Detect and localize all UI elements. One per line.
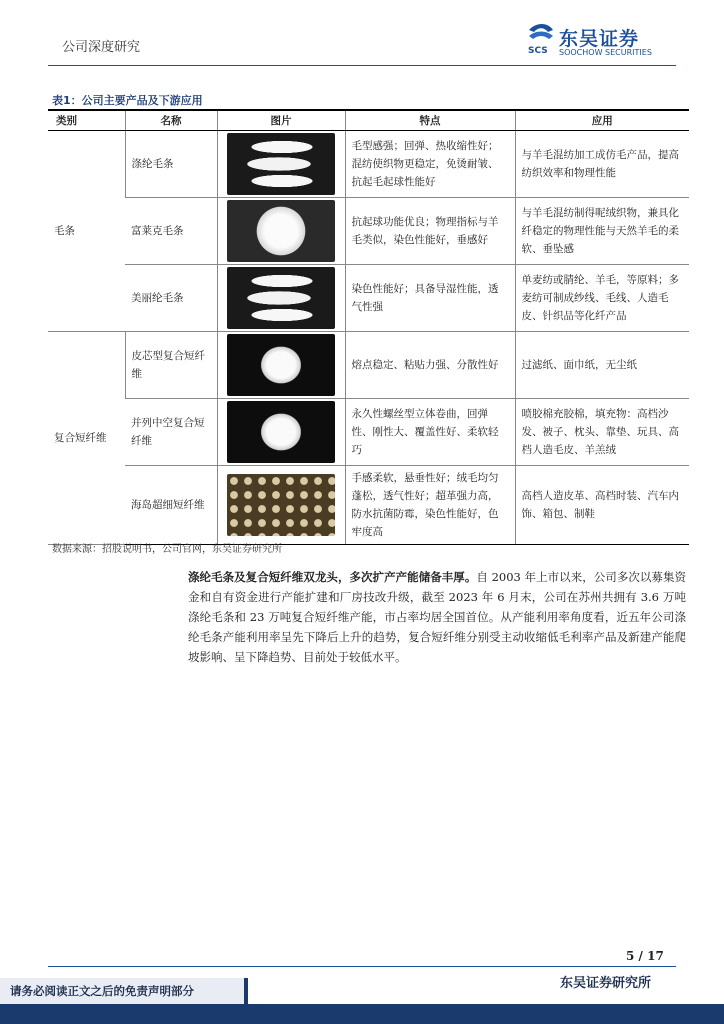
product-feature: 毛型感强；回弹、热收缩性好；混纺使织物更稳定，免烫耐皱、抗起毛起球性能好 xyxy=(345,131,515,198)
meililun-tops-photo xyxy=(227,267,335,329)
table-header-row xyxy=(48,110,689,131)
col-header-name: 名称 xyxy=(125,110,217,131)
product-application: 单麦纺或腈纶、羊毛，等原料；多麦纺可制成纱线、毛线、人造毛皮、针织品等化纤产品 xyxy=(515,265,689,332)
product-application: 高档人造皮革、高档时装、汽车内饰、箱包、制鞋 xyxy=(515,466,689,545)
product-name: 富莱克毛条 xyxy=(125,198,217,265)
logo-chinese-name: 东吴证券 xyxy=(559,28,640,50)
product-name: 涤纶毛条 xyxy=(125,131,217,198)
table-row xyxy=(48,332,689,399)
product-name: 美丽纶毛条 xyxy=(125,265,217,332)
product-name: 皮芯型复合短纤维 xyxy=(125,332,217,399)
category-cell: 毛条 xyxy=(48,131,125,332)
footer-brand: 东吴证券研究所 xyxy=(560,976,652,991)
sheath-core-fiber-photo xyxy=(227,334,335,396)
products-table xyxy=(48,109,689,545)
product-name: 海岛超细短纤维 xyxy=(125,466,217,545)
disclaimer-banner: 请务必阅读正文之后的免责声明部分 xyxy=(0,978,248,1004)
hollow-fiber-photo xyxy=(227,401,335,463)
footer-bar xyxy=(0,1004,724,1024)
report-section-label: 公司深度研究 xyxy=(62,40,141,55)
sea-island-fiber-photo xyxy=(227,474,335,536)
col-header-feature: 特点 xyxy=(345,110,515,131)
col-header-category: 类别 xyxy=(48,110,125,131)
product-feature: 抗起球功能优良；物理指标与羊毛类似，染色性能好，垂感好 xyxy=(345,198,515,265)
fulaike-tops-photo xyxy=(227,200,335,262)
page-number: 5 / 17 xyxy=(626,949,664,963)
product-feature: 染色性能好；具备导湿性能，透气性强 xyxy=(345,265,515,332)
footer-divider xyxy=(48,966,676,967)
table-title: 表1：公司主要产品及下游应用 xyxy=(52,94,203,107)
body-paragraph xyxy=(188,567,686,667)
product-application: 过滤纸、面巾纸，无尘纸 xyxy=(515,332,689,399)
product-application: 喷胶棉充胶棉，填充物：高档沙发、被子、枕头、靠垫、玩具、高档人造毛皮、羊羔绒 xyxy=(515,399,689,466)
product-feature: 熔点稳定、粘贴力强、分散性好 xyxy=(345,332,515,399)
product-feature: 永久性螺丝型立体卷曲，回弹性、刚性大、覆盖性好、柔软轻巧 xyxy=(345,399,515,466)
category-cell: 复合短纤维 xyxy=(48,332,125,545)
paragraph-body: 自 2003 年上市以来，公司多次以募集资金和自有资金进行产能扩建和厂房技改升级，截至 2023 年 6 月末，公司在苏州共拥有 3.6 万吨涤纶毛条和 23 万吨复合短纤维产能，市占率均居全国首位。从产能利用率角度看，近五年公司涤纶毛条产能利用率呈先下降后上升的趋势，复合短纤维分别受主动收缩低毛利率产品及新建产能爬坡影响、呈下降趋势、目前处于较低水平。 xyxy=(188,570,687,664)
product-application: 与羊毛混纺加工成仿毛产品，提高纺织效率和物理性能 xyxy=(515,131,689,198)
col-header-image: 图片 xyxy=(217,110,345,131)
soochow-logo-icon xyxy=(526,22,556,56)
product-application: 与羊毛混纺制得呢绒织物，兼具化纤稳定的物理性能与天然羊毛的柔软、垂坠感 xyxy=(515,198,689,265)
logo-short-text: SCS xyxy=(528,46,548,56)
header-divider xyxy=(48,65,676,66)
product-name: 并列中空复合短纤维 xyxy=(125,399,217,466)
product-feature: 手感柔软，悬垂性好；绒毛均匀蓬松，透气性好；超革强力高，防水抗菌防霉，染色性能好，色牢度高 xyxy=(345,466,515,545)
table-row xyxy=(48,399,689,466)
table-row xyxy=(48,198,689,265)
logo-english-name: SOOCHOW SECURITIES xyxy=(559,48,652,57)
company-logo xyxy=(526,22,676,60)
table-row xyxy=(48,466,689,545)
table-row xyxy=(48,265,689,332)
paragraph-lead: 涤纶毛条及复合短纤维双龙头，多次扩产产能储备丰厚。 xyxy=(188,570,477,584)
col-header-application: 应用 xyxy=(515,110,689,131)
polyester-tops-photo xyxy=(227,133,335,195)
table-row xyxy=(48,131,689,198)
table-source: 数据来源：招股说明书，公司官网，东吴证券研究所 xyxy=(52,544,282,555)
